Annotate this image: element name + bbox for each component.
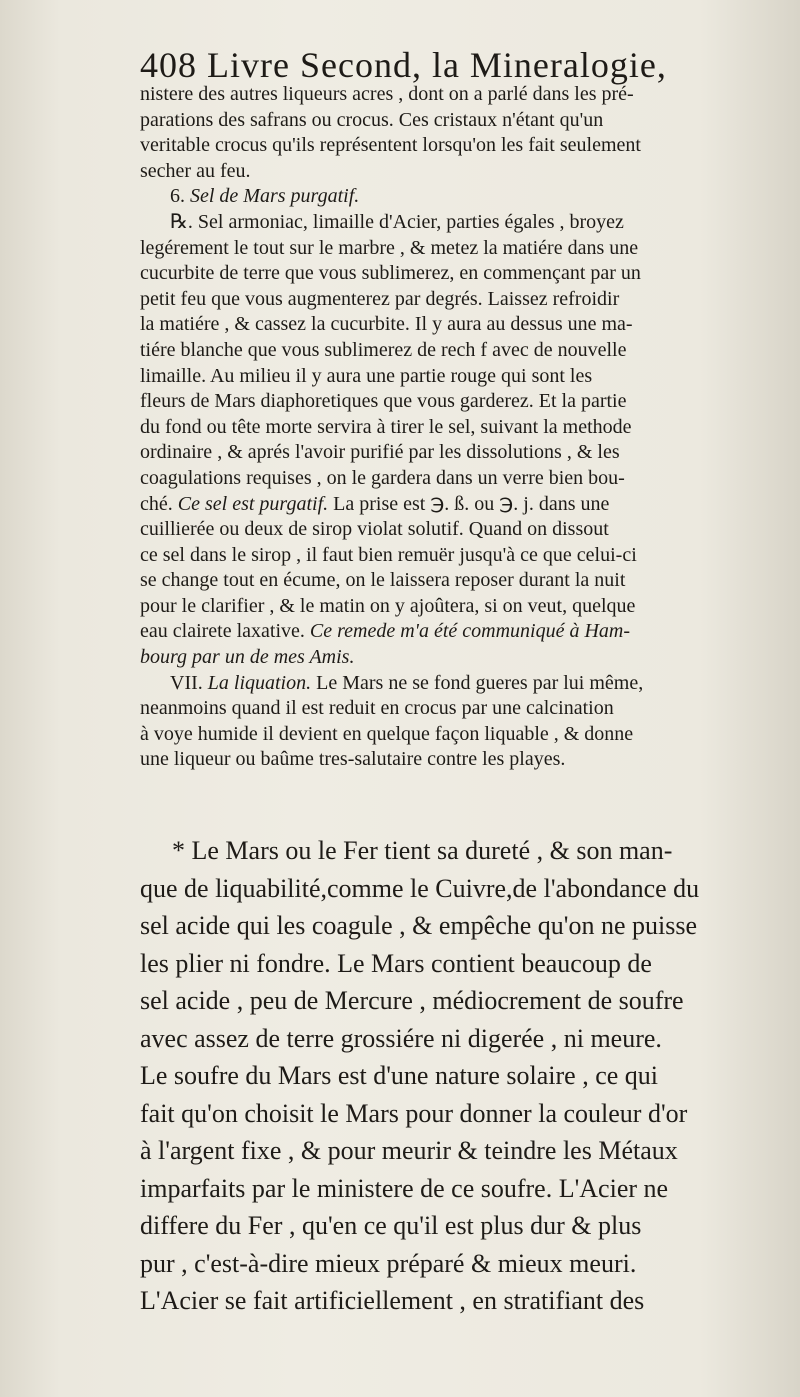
text-line: limaille. Au milieu il y aura une partie rouge qui sont les <box>140 364 593 387</box>
text-line: se change tout en écume, on le laissera reposer durant la nuit <box>140 569 626 592</box>
running-header <box>140 44 780 86</box>
text-line: nistere des autres liqueurs acres , dont on a parlé dans les pré- <box>140 83 634 105</box>
text-line: eau clairete laxative. Ce remede m'a été communiqué à Ham- <box>140 620 631 643</box>
text-line: parations des safrans ou crocus. Ces cristaux n'étant qu'un <box>140 108 604 131</box>
text-line: la matiére , & cassez la cucurbite. Il y aura au dessus une ma- <box>140 313 633 336</box>
text-line: cuillierée ou deux de sirop violat solutif. Quand on dissout <box>140 518 609 541</box>
text-line: sel acide qui les coagule , & empêche qu'on ne puisse <box>140 911 698 940</box>
text-line: fait qu'on choisit le Mars pour donner la couleur d'or <box>140 1098 688 1128</box>
text-line: bourg par un de mes Amis. <box>140 646 355 669</box>
text-line: petit feu que vous augmenterez par degrés. Laissez refroidir <box>140 287 620 310</box>
section-heading: VII. La liquation. Le Mars ne se fond gueres par lui même, <box>170 671 644 694</box>
text-line: que de liquabilité,comme le Cuivre,de l'abondance du <box>140 873 700 903</box>
running-title: Livre Second, la Mineralogie, <box>207 45 667 85</box>
small-print-text <box>140 82 785 773</box>
text-line: les plier ni fondre. Le Mars contient beaucoup de <box>140 948 652 978</box>
text-line: ché. Ce sel est purgatif. La prise est ℈. ß. ou ℈. j. dans une <box>140 492 610 515</box>
text-line: tiére blanche que vous sublimerez de rech f avec de nouvelle <box>140 338 627 361</box>
text-line: L'Acier se fait artificiellement , en stratifiant des <box>140 1286 645 1315</box>
text-line: * Le Mars ou le Fer tient sa dureté , & son man- <box>172 836 673 865</box>
text-line: legérement le tout sur le marbre , & metez la matiére dans une <box>140 236 639 259</box>
text-line: imparfaits par le ministere de ce soufre. L'Acier ne <box>140 1173 669 1203</box>
footnote-text <box>140 832 790 1320</box>
text-line: veritable crocus qu'ils représentent lorsqu'on les fait seulement <box>140 134 641 157</box>
text-line: Le soufre du Mars est d'une nature solaire , ce qui <box>140 1061 659 1090</box>
text-line: ce sel dans le sirop , il faut bien remuër jusqu'à ce que celui-ci <box>140 543 637 566</box>
text-line: sel acide , peu de Mercure , médiocrement de soufre <box>140 986 684 1015</box>
text-line: coagulations requises , on le gardera dans un verre bien bou- <box>140 466 625 489</box>
text-line: avec assez de terre grossiére ni digerée , ni meure. <box>140 1023 662 1053</box>
text-line: ordinaire , & aprés l'avoir purifié par les dissolutions , & les <box>140 441 620 464</box>
text-line: neanmoins quand il est reduit en crocus par une calcination <box>140 697 614 720</box>
section-heading: 6. Sel de Mars purgatif. <box>170 185 360 208</box>
text-line: à l'argent fixe , & pour meurir & teindre les Métaux <box>140 1136 678 1165</box>
text-line: pour le clarifier , & le matin on y ajoûtera, si on veut, quelque <box>140 594 636 617</box>
text-line: secher au feu. <box>140 159 251 182</box>
text-line: fleurs de Mars diaphoretiques que vous garderez. Et la partie <box>140 390 627 413</box>
text-line: cucurbite de terre que vous sublimerez, en commençant par un <box>140 262 641 285</box>
text-line: pur , c'est-à-dire mieux préparé & mieux meuri. <box>140 1248 637 1278</box>
text-line: differe du Fer , qu'en ce qu'il est plus dur & plus <box>140 1211 642 1240</box>
text-line: ℞. Sel armoniac, limaille d'Acier, parties égales , broyez <box>170 210 624 233</box>
text-line: du fond ou tête morte servira à tirer le sel, suivant la methode <box>140 415 632 438</box>
text-line: à voye humide il devient en quelque façon liquable , & donne <box>140 722 634 745</box>
text-line: une liqueur ou baûme tres-salutaire contre les playes. <box>140 748 566 771</box>
page-number: 408 <box>140 45 197 85</box>
